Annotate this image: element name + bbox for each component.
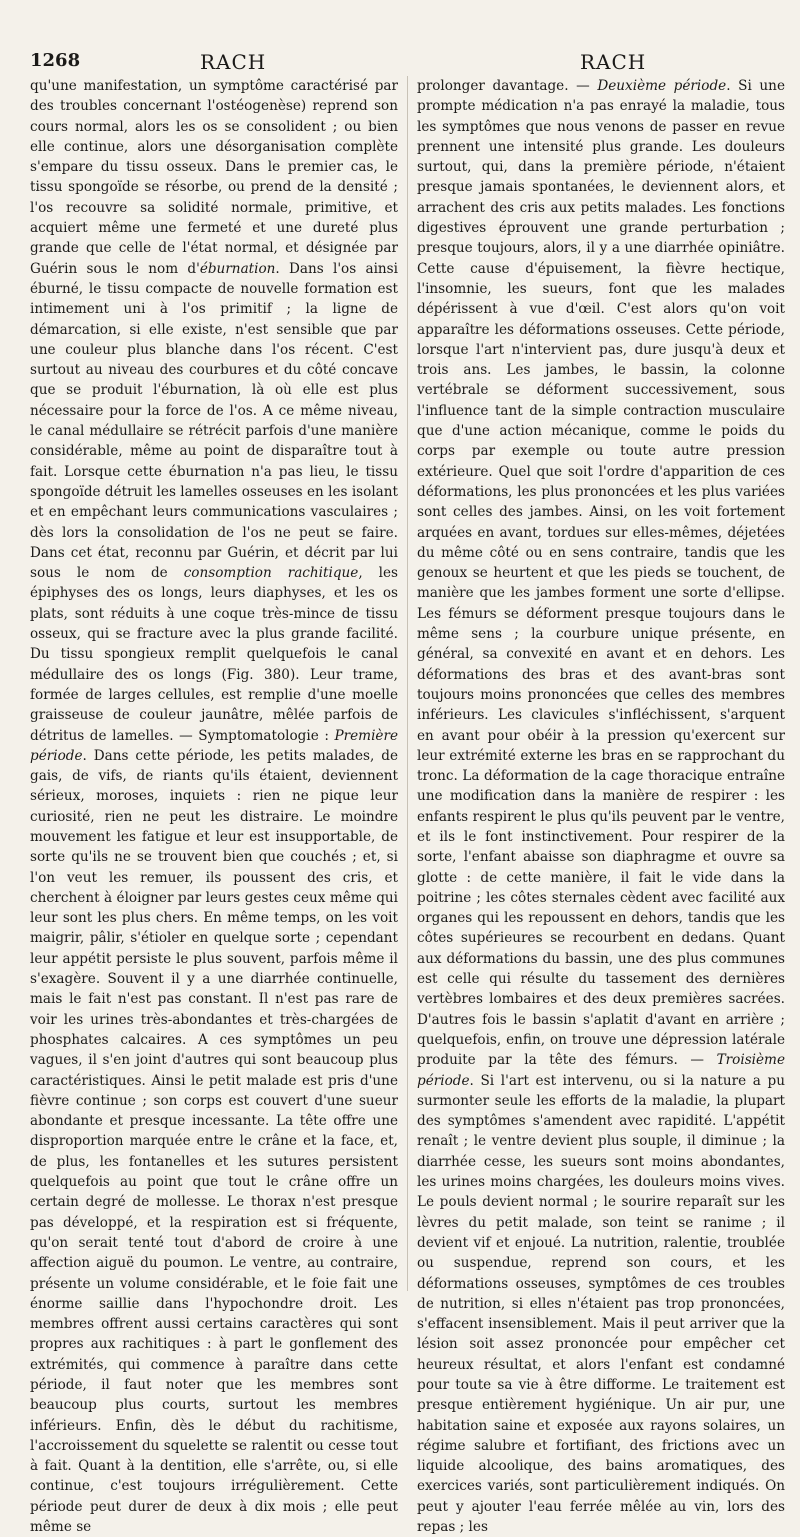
text-run: . Si une prompte médication n'a pas enrayé la maladie, tous les symptômes que nous venons de passer en revue prennent une intensité plus grande. Les douleurs surtout, qui, dans la première période, n'étaient presque jamais spontanées, le deviennent alors, et arrachent des cris aux petits malades. Les fonctions digestives éprouvent une grande perturbation ; presque toujours, alors, il y a une diarrhée opiniâtre. Cette cause d'épuisement, la fièvre hectique, l'insomnie, les sueurs, font que les malades dépérissent à vue d'œil. C'est alors qu'on voit apparaître les déformations osseuses. Cette période, lorsque l'art n'intervient pas, dure jusqu'à deux et trois ans. Les jambes, le bassin, la colonne vertébrale se déforment successivement, sous l'influence tant de la simple contraction musculaire que d'une action mécanique, comme le poids du corps par exemple ou toute autre pression extérieure. Quel que soit l'ordre d'apparition de ces déformations, les plus prononcées et les plus variées sont celles des jambes. Ainsi, on les voit fortement arquées en avant, tordues sur elles-mêmes, déjetées du même côté ou en sens contraire, tandis que les genoux se heurtent et que les pieds se touchent, de manière que les jambes forment une sorte d'ellipse. Les fémurs se déforment presque toujours dans le même sens ; la courbure unique présente, en général, sa convexité en avant et en dehors. Les déformations des bras et des avant-bras sont toujours moins prononcées que celles des membres inférieurs. Les clavicules s'infléchissent, s'arquent en avant pour obéir à la pression qu'exercent sur leur extrémité externe les bras en se rapprochant du tronc. La déformation de la cage thoracique entraîne une modification dans la manière de respirer : les enfants respirent le plus qu'ils peuvent par le ventre, et ils le font instinctivement. Pour respirer de la sorte, l'enfant abaisse son diaphragme et ouvre sa glotte : de cette manière, il fait le vide dans la poitrine ; les côtes sternales cèdent avec facilité aux organes qui les repoussent en dehors, tandis que les côtes supérieures se recourbent en dedans. Quant aux déformations du bassin, une des plus communes est celle qui résulte du tassement des dernières vertèbres lombaires et des deux premières sacrées. D'autres fois le bassin s'aplatit d'avant en arrière ; quelquefois, enfin, on trouve une dépression latérale produite par la tête des fémurs. —	[417, 78, 785, 1069]
text-run: prolonger davantage. —	[417, 78, 598, 94]
section-troisieme-periode: Troisième période	[417, 1052, 785, 1089]
right-column-text	[417, 76, 785, 1537]
text-run: . Dans cette période, les petits malades, de gais, de vifs, de riants qu'ils étaient, deviennent sérieux, moroses, inquiets : rien ne pique leur curiosité, rien ne peut les distraire. Le moindre mouvement les fatigue et leur est insupportable, de sorte qu'ils ne se trouvent bien que couchés ; et, si l'on veut les remuer, ils poussent des cris, et cherchent à éloigner par leurs gestes ceux même qui leur sont les plus chers. En même temps, on les voit maigrir, pâlir, s'étioler en quelque sorte ; cependant leur appétit persiste le plus souvent, parfois même il s'exagère. Souvent il y a une diarrhée continuelle, mais le fait n'est pas constant. Il n'est pas rare de voir les urines très-abondantes et très-chargées de phosphates calcaires. A ces symptômes un peu vagues, il s'en joint d'autres qui sont beaucoup plus caractéristiques. Ainsi le petit malade est pris d'une fièvre continue ; son corps est couvert d'une sueur abondante et presque incessante. La tête offre une disproportion marquée entre le crâne et la face, et, de plus, les fontanelles et les sutures persistent quelquefois au point que tout le crâne offre un certain degré de mollesse. Le thorax n'est presque pas développé, et la respiration est si fréquente, qu'on serait tenté tout d'abord de croire à une affection aiguë du poumon. Le ventre, au contraire, présente un volume considérable, et le foie fait une énorme saillie dans l'hypochondre droit. Les membres offrent aussi certains caractères qui sont propres aux rachitiques : à part le gonflement des extrémités, qui commence à paraître dans cette période, il faut noter que les membres sont beaucoup plus courts, surtout les membres inférieurs. Enfin, dès le début du rachitisme, l'accroissement du squelette se ralentit ou cesse tout à fait. Quant à la dentition, elle s'arrête, ou, si elle continue, c'est toujours irrégulièrement. Cette période peut durer de deux à dix mois ; elle peut même se	[30, 747, 398, 1536]
right-running-title: RACH	[580, 50, 647, 74]
text-run: . Si l'art est intervenu, ou si la nature a pu surmonter seule les efforts de la maladie, la plupart des symptômes s'amendent avec rapidité. L'appétit renaît ; le ventre devient plus souple, il diminue ; la diarrhée cesse, les sueurs sont moins abondantes, les urines moins chargées, les douleurs moins vives. Le pouls devient normal ; le sourire reparaît sur les lèvres du petit malade, son teint se ranime ; il devient vif et enjoué. La nutrition, ralentie, troublée ou suspendue, reprend son cours, et les déformations osseuses, symptômes de ces troubles de nutrition, si elles n'étaient pas trop prononcées, s'effacent insensiblement. Mais il peut arriver que la lésion soit assez prononcée pour empêcher cet heureux résultat, et alors l'enfant est condamné pour toute sa vie à être difforme. Le traitement est presque entièrement hygiénique. Un air pur, une habitation saine et exposée aux rayons solaires, un régime salubre et fortifiant, des frictions avec un liquide alcoolique, des bains aromatiques, des exercices variés, sont particulièrement indiqués. On peut y ajouter l'eau ferrée mêlée au vin, lors des repas ; les	[417, 1072, 785, 1536]
left-column-text	[30, 76, 398, 1537]
right-column	[417, 76, 785, 1536]
left-column	[30, 76, 398, 1536]
column-divider	[407, 76, 408, 1291]
text-run: , les épiphyses des os longs, leurs diaphyses, et les os plats, sont réduits à une coque très-mince de tissu osseux, qui se fracture avec la plus grande facilité. Du tissu spongieux remplit quelquefois le canal médullaire des os longs (Fig. 380). Leur trame, formée de larges cellules, est remplie d'une moelle graisseuse de couleur jaunâtre, mêlée parfois de détritus de lamelles. — Symptomatologie :	[30, 565, 398, 744]
page-number: 1268	[30, 50, 81, 71]
text-run: . Dans l'os ainsi éburné, le tissu compacte de nouvelle formation est intimement uni à l'os primitif ; la ligne de démarcation, si elle existe, n'est sensible que par une couleur plus blanche dans l'os récent. C'est surtout au niveau des courbures et du côté concave que se produit l'éburnation, là où elle est plus nécessaire pour la force de l'os. A ce même niveau, le canal médullaire se rétrécit parfois d'une manière considérable, même au point de disparaître tout à fait. Lorsque cette éburnation n'a pas lieu, le tissu spongoïde détruit les lamelles osseuses en les isolant et en empêchant leurs communications vasculaires ; dès lors la consolidation de l'os ne peut se faire. Dans cet état, reconnu par Guérin, et décrit par lui sous le nom de	[30, 260, 398, 582]
term-eburnation: éburnation	[199, 260, 276, 277]
text-run: qu'une manifestation, un symptôme caractérisé par des troubles concernant l'ostéogenèse) reprend son cours normal, alors les os se consolident ; ou bien elle continue, alors une désorganisation complète s'empare du tissu osseux. Dans le premier cas, le tissu spongoïde se résorbe, ou prend de la densité ; l'os recouvre sa solidité normale, primitive, et acquiert même une fermeté et une dureté plus grande que celle de l'état normal, et désignée par Guérin sous le nom d'	[30, 78, 398, 277]
term-consomption-rachitique: consomption rachitique	[183, 565, 359, 582]
left-running-title: RACH	[200, 50, 267, 74]
section-premiere-periode: Première période	[30, 727, 398, 764]
section-deuxieme-periode: Deuxième période	[597, 78, 727, 94]
running-header	[30, 50, 800, 76]
